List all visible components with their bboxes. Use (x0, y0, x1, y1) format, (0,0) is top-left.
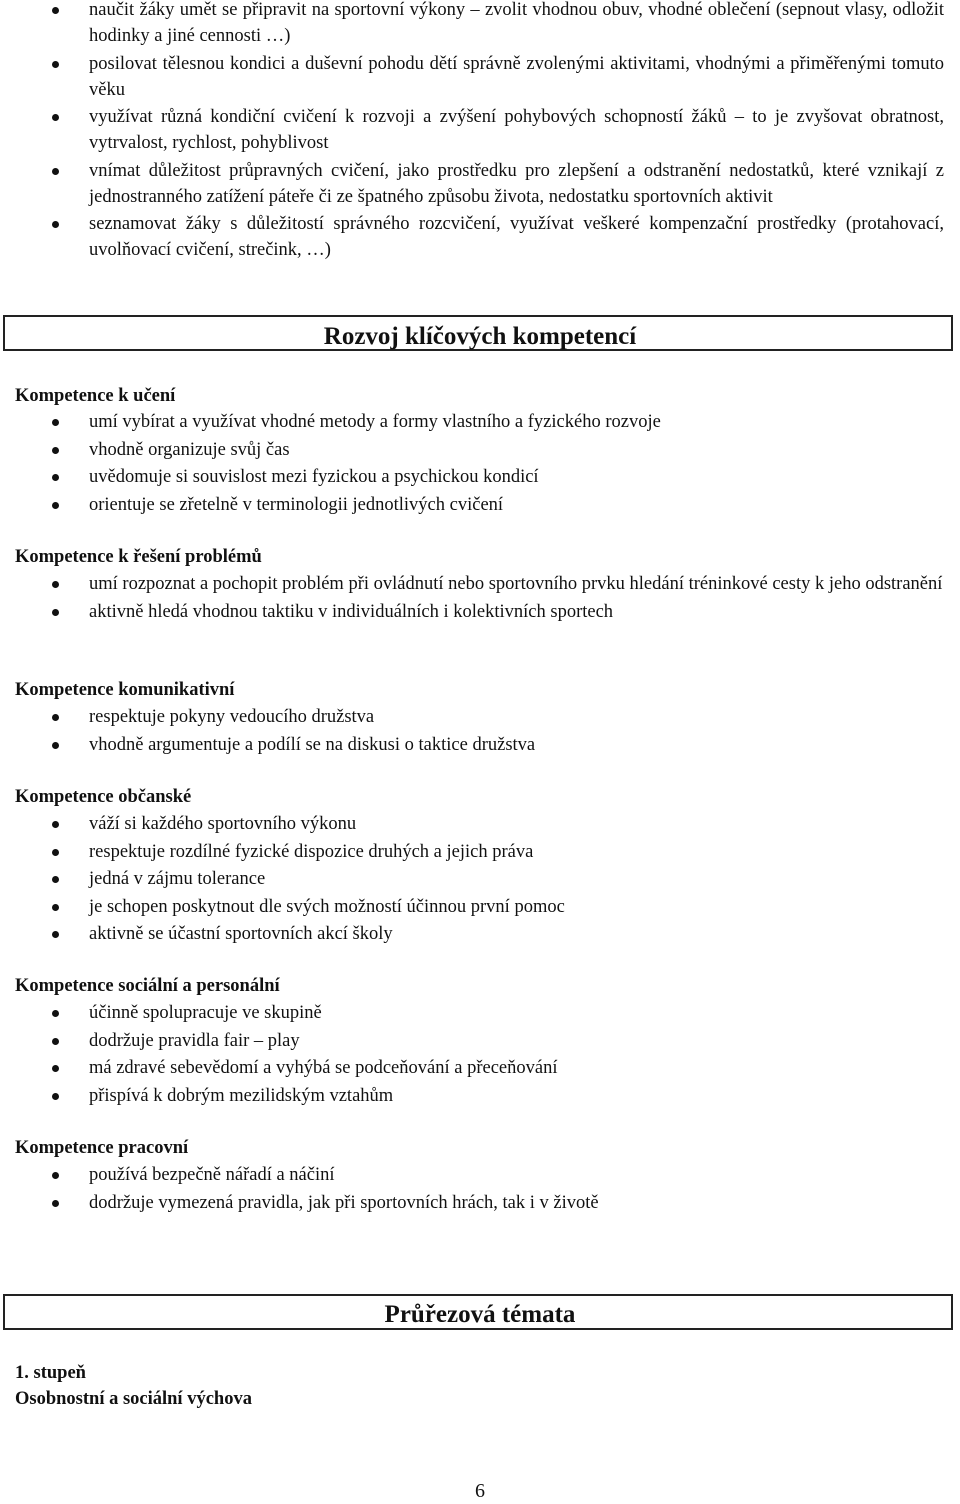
topic-label: Osobnostní a sociální výchova (15, 1389, 252, 1409)
bullet-icon (52, 419, 59, 426)
list-item: přispívá k dobrým mezilidským vztahům (0, 1083, 960, 1109)
bullet-icon (52, 502, 59, 509)
page-number: 6 (475, 1480, 485, 1502)
list-item: umí rozpoznat a pochopit problém při ovládnutí nebo sportovního prvku hledání tréninkové cesty k jeho odstranění (0, 571, 960, 597)
competency-list-communication (0, 704, 960, 759)
bullet-icon (52, 1093, 59, 1100)
list-item: vnímat důležitost průpravných cvičení, jako prostředku pro zlepšení a odstranění nedostatků, které vznikají z jednostranného zatížení páteře či ze špatného způsobu života, nedostatku sportovních aktivit (0, 158, 960, 210)
bullet-icon (52, 714, 59, 721)
bullet-icon (52, 1038, 59, 1045)
bullet-icon (52, 1200, 59, 1207)
bullet-icon (52, 1010, 59, 1017)
list-item: respektuje rozdílné fyzické dispozice druhých a jejich práva (0, 839, 960, 865)
bullet-icon (52, 114, 59, 121)
list-item: naučit žáky umět se připravit na sportovní výkony – zvolit vhodnou obuv, vhodné oblečení (sepnout vlasy, odložit hodinky a jiné cennosti …) (0, 0, 960, 49)
competency-heading-social-personal: Kompetence sociální a personální (15, 976, 280, 996)
bullet-icon (52, 474, 59, 481)
bullet-icon (52, 7, 59, 14)
bullet-icon (52, 609, 59, 616)
competency-heading-learning: Kompetence k učení (15, 386, 176, 406)
list-item: jedná v zájmu tolerance (0, 866, 960, 892)
bullet-icon (52, 1172, 59, 1179)
bullet-icon (52, 742, 59, 749)
list-item: seznamovat žáky s důležitostí správného rozcvičení, využívat veškeré kompenzační prostředky (protahovací, uvolňovací cvičení, strečink, …) (0, 211, 960, 263)
section-title-cross-curricular: Průřezová témata (384, 1301, 576, 1328)
competency-list-social-personal (0, 1000, 960, 1110)
bullet-icon (52, 61, 59, 68)
list-item: dodržuje vymezená pravidla, jak při sportovních hrách, tak i v životě (0, 1190, 960, 1216)
list-item: vhodně organizuje svůj čas (0, 437, 960, 463)
list-item: využívat různá kondiční cvičení k rozvoji a zvýšení pohybových schopností žáků – to je zvyšovat obratnost, vytrvalost, rychlost, pohyblivost (0, 104, 960, 156)
list-item: umí vybírat a využívat vhodné metody a formy vlastního a fyzického rozvoje (0, 409, 960, 435)
competency-list-work (0, 1162, 960, 1217)
intro-goals-list (0, 0, 960, 265)
competency-heading-work: Kompetence pracovní (15, 1138, 189, 1158)
competency-heading-communication: Kompetence komunikativní (15, 680, 235, 700)
list-item: aktivně hledá vhodnou taktiku v individuálních i kolektivních sportech (0, 599, 960, 625)
list-item: uvědomuje si souvislost mezi fyzickou a psychickou kondicí (0, 464, 960, 490)
list-item: účinně spolupracuje ve skupině (0, 1000, 960, 1026)
competency-list-learning (0, 409, 960, 519)
bullet-icon (52, 931, 59, 938)
bullet-icon (52, 581, 59, 588)
competency-list-problem-solving (0, 571, 960, 626)
bullet-icon (52, 821, 59, 828)
competency-heading-civic: Kompetence občanské (15, 787, 192, 807)
bullet-icon (52, 876, 59, 883)
bullet-icon (52, 849, 59, 856)
section-title-competencies: Rozvoj klíčových kompetencí (323, 323, 637, 350)
competency-list-civic (0, 811, 960, 949)
list-item: orientuje se zřetelně v terminologii jednotlivých cvičení (0, 492, 960, 518)
list-item: respektuje pokyny vedoucího družstva (0, 704, 960, 730)
list-item: aktivně se účastní sportovních akcí školy (0, 921, 960, 947)
stage-label: 1. stupeň (15, 1363, 86, 1383)
list-item: posilovat tělesnou kondici a duševní pohodu dětí správně zvolenými aktivitami, vhodnými a přiměřenými tomuto věku (0, 51, 960, 103)
list-item: vhodně argumentuje a podílí se na diskusi o taktice družstva (0, 732, 960, 758)
bullet-icon (52, 168, 59, 175)
list-item: je schopen poskytnout dle svých možností účinnou první pomoc (0, 894, 960, 920)
competency-heading-problem-solving: Kompetence k řešení problémů (15, 547, 262, 567)
list-item: váží si každého sportovního výkonu (0, 811, 960, 837)
bullet-icon (52, 447, 59, 454)
bullet-icon (52, 221, 59, 228)
list-item: má zdravé sebevědomí a vyhýbá se podceňování a přeceňování (0, 1055, 960, 1081)
bullet-icon (52, 1065, 59, 1072)
list-item: dodržuje pravidla fair – play (0, 1028, 960, 1054)
list-item: používá bezpečně nářadí a náčiní (0, 1162, 960, 1188)
bullet-icon (52, 904, 59, 911)
